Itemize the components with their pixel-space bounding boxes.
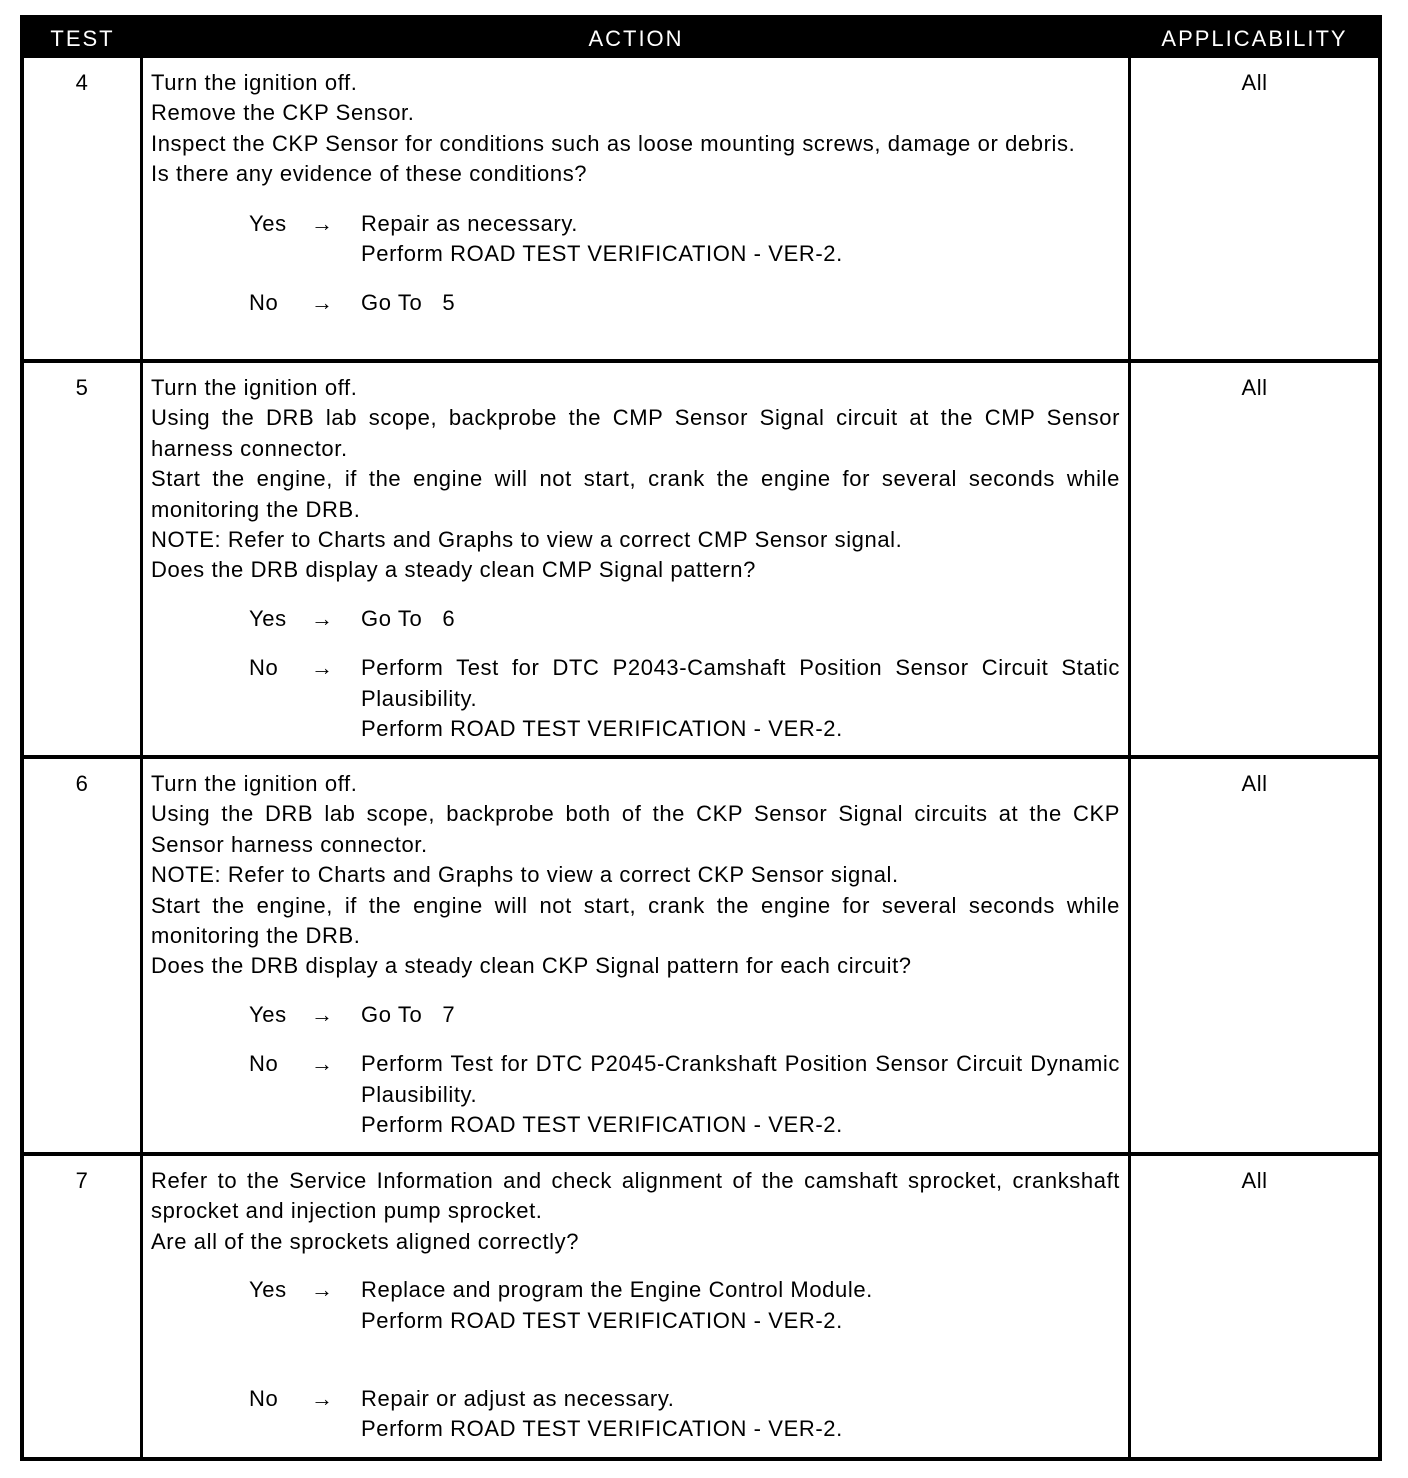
result-line: Perform ROAD TEST VERIFICATION - VER-2. [361,241,843,267]
result-line: Repair or adjust as necessary. [361,1386,675,1412]
action-line: Refer to the Service Information and check alignment of the camshaft sprocket, crankshaft sprocket and injection pump sprocket. [151,1168,1120,1224]
diagnostic-table [20,15,1382,1461]
arrow-icon: → [311,210,334,236]
arrow-icon: → [311,290,334,316]
test-row-7 [24,1156,1378,1457]
action-line: Inspect the CKP Sensor for conditions such as loose mounting screws, damage or debris. [151,130,1076,156]
yes-option [151,209,1120,270]
action-line: NOTE: Refer to Charts and Graphs to view a correct CMP Sensor signal. [151,527,903,553]
result-line: Go To 6 [361,605,456,631]
action-line: Using the DRB lab scope, backprobe both of the CKP Sensor Signal circuits at the CKP Sensor harness connector. [151,801,1120,857]
yes-option [151,604,1120,634]
result-line: Perform ROAD TEST VERIFICATION - VER-2. [361,716,843,742]
test-row-4 [24,58,1378,359]
action-line: Are all of the sprockets aligned correctly? [151,1228,580,1254]
no-option [151,1049,1120,1140]
action-line: Start the engine, if the engine will not start, crank the engine for several seconds while monitoring the DRB. [151,892,1120,949]
result-line: Perform Test for DTC P2043-Camshaft Position Sensor Circuit Static Plausibility. [361,655,1120,711]
applicability-value: All [1241,771,1268,796]
no-option [151,1384,1120,1445]
action-line: Turn the ignition off. [151,771,358,796]
test-row-6 [24,759,1378,1152]
result-line: Perform ROAD TEST VERIFICATION - VER-2. [361,1112,843,1138]
arrow-icon: → [311,1277,334,1303]
no-label: No [249,1051,279,1077]
applicability-value: All [1241,70,1268,95]
result-line: Go To 5 [361,290,456,316]
no-option [151,288,1120,318]
table-header [24,19,1378,58]
result-line: Replace and program the Engine Control Module. [361,1277,873,1303]
header-test: TEST [50,26,115,51]
arrow-icon: → [311,1386,334,1412]
yes-label: Yes [249,210,287,236]
yes-option [151,1275,1120,1336]
action-line: Turn the ignition off. [151,70,358,95]
yes-label: Yes [249,1277,287,1303]
action-line: Does the DRB display a steady clean CMP Signal pattern? [151,557,756,583]
action-text [143,58,1128,319]
no-label: No [249,655,279,681]
no-label: No [249,290,279,316]
header-applicability: APPLICABILITY [1161,26,1348,51]
action-line: Does the DRB display a steady clean CKP Signal pattern for each circuit? [151,953,912,979]
result-line: Repair as necessary. [361,210,579,236]
result-line: Perform ROAD TEST VERIFICATION - VER-2. [361,1416,843,1442]
applicability-value: All [1241,375,1268,400]
arrow-icon: → [311,655,334,681]
yes-option [151,1000,1120,1030]
action-line: Start the engine, if the engine will not start, crank the engine for several seconds while monitoring the DRB. [151,466,1120,522]
arrow-icon: → [311,605,334,631]
header-action: ACTION [588,26,684,51]
test-number: 7 [75,1168,89,1193]
arrow-icon: → [311,1001,334,1027]
yes-label: Yes [249,1001,287,1027]
applicability-value: All [1241,1168,1268,1193]
no-option [151,653,1120,744]
result-line: Perform ROAD TEST VERIFICATION - VER-2. [361,1307,843,1333]
test-row-5 [24,363,1378,755]
action-text [143,363,1128,744]
action-text [143,759,1128,1140]
action-line: Using the DRB lab scope, backprobe the CMP Sensor Signal circuit at the CMP Sensor harness connector. [151,405,1120,461]
test-number: 6 [75,771,89,796]
arrow-icon: → [311,1051,334,1077]
result-line: Perform Test for DTC P2045-Crankshaft Position Sensor Circuit Dynamic Plausibility. [361,1051,1120,1107]
action-line: Turn the ignition off. [151,375,358,400]
action-line: NOTE: Refer to Charts and Graphs to view a correct CKP Sensor signal. [151,862,899,888]
action-line: Remove the CKP Sensor. [151,100,415,126]
action-line: Is there any evidence of these conditions? [151,161,588,187]
action-text [143,1156,1128,1445]
result-line: Go To 7 [361,1001,456,1027]
yes-label: Yes [249,605,287,631]
test-number: 5 [75,375,89,400]
test-number: 4 [75,70,89,95]
no-label: No [249,1386,279,1412]
